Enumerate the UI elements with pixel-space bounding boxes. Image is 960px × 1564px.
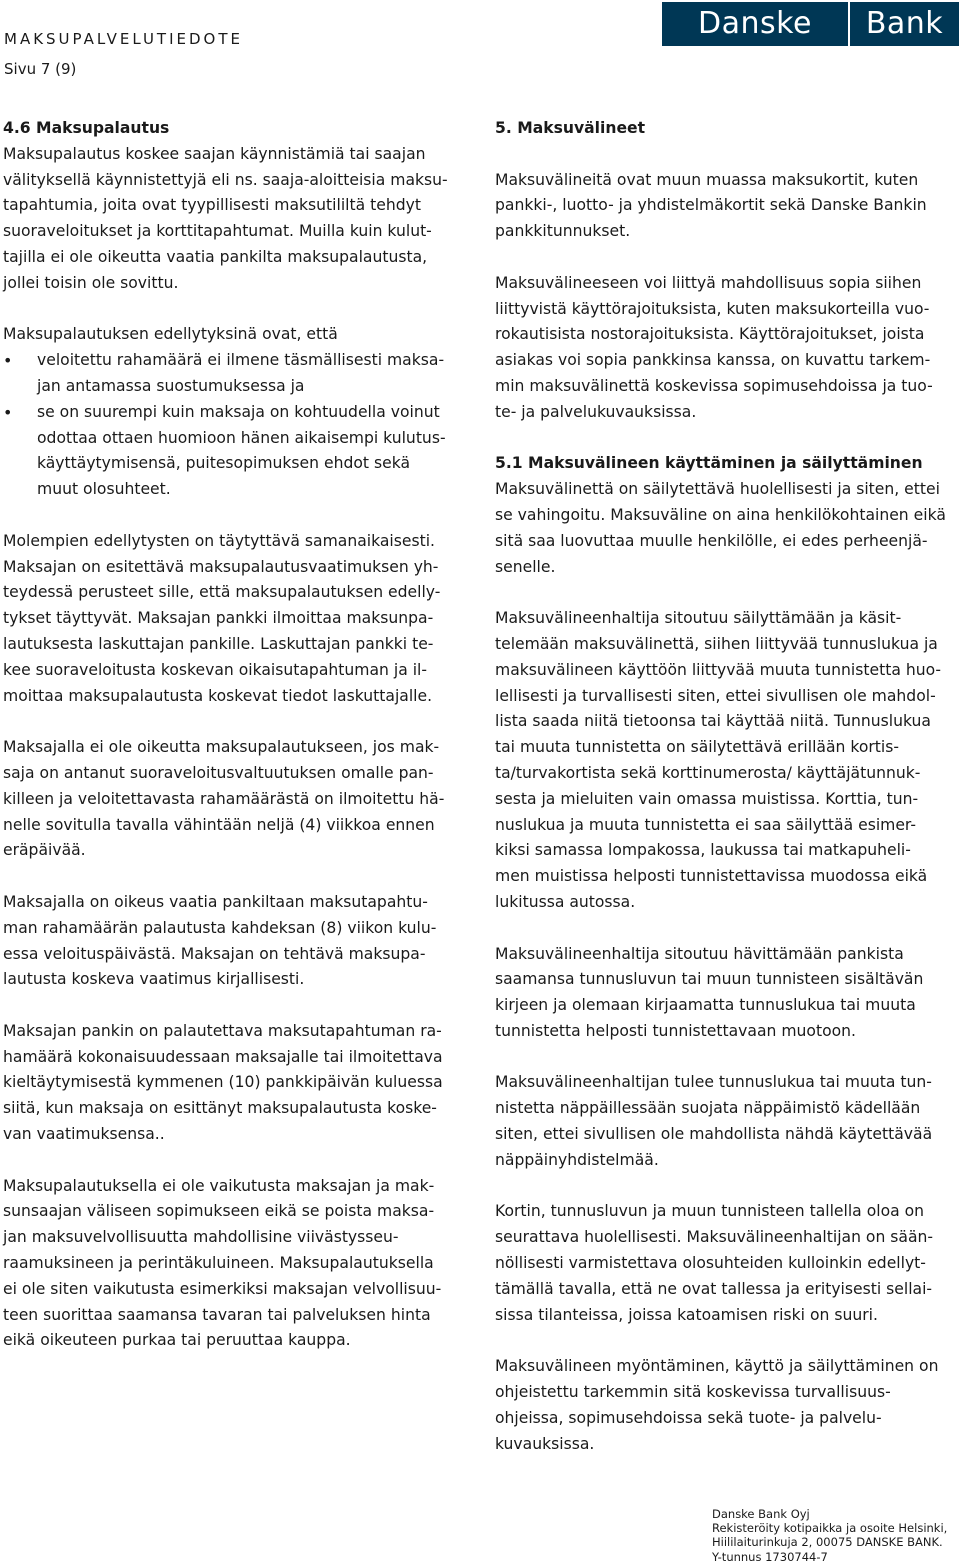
paragraph: Maksupalautus koskee saajan käynnistämiä tai saajan välityksellä käynnistettyjä eli ns. saaja-aloitteisia maksu- tapahtumia, joita ovat tyypillisesti maksutililtä tehdyt suoraveloitukset ja korttitapahtumat. Muilla kuin kulut- tajilla ei ole oikeutta vaatia pankilta maksupalautusta, jollei toisin ole sovittu.	[3, 144, 448, 292]
paragraph: Maksuvälineenhaltija sitoutuu säilyttämään ja käsit- telemään maksuvälinettä, siihen liittyvää tunnuslukua ja maksuvälineen käyttöön liittyvää muuta tunnistetta huo- lellisesti ja turvallisesti siten, ettei sivullisen ole mahdol- lista saada niitä tietoonsa tai käyttää niitä. Tunnuslukua tai muuta tunnistetta on säilytettävä erillään kortis- ta/turvakortista sekä korttinumerosta/ käyttäjätunnuk- sesta ja mieluiten vain omassa muistissa. Korttia, tun- nuslukua ja muuta tunnistetta ei saa säilyttää esimer- kiksi samassa lompakossa, laukussa tai matkapuheli- men muistissa helposti tunnistettavissa muodossa eikä lukitussa autossa.	[495, 609, 942, 911]
paragraph: Maksupalautuksen edellytyksinä ovat, että	[3, 325, 338, 344]
page-number: Sivu 7 (9)	[4, 60, 77, 78]
paragraph: Maksupalautuksella ei ole vaikutusta maksajan ja mak- sunsaajan väliseen sopimukseen eikä se poista maksa- jan maksuvelvollisuutta mahdollisine viivästysseu- raamuksineen ja perintäkuluineen. Maksupalautuksella ei ole siten vaikutusta esimerkiksi maksajan velvollisuu- teen suorittaa saamansa tavaran tai palveluksen hinta eikä oikeuteen purkaa tai peruuttaa kauppa.	[3, 1176, 442, 1350]
paragraph: Kortin, tunnusluvun ja muun tunnisteen tallella oloa on seurattava huolellisesti. Maksuvälineenhaltijan on sään- nöllisesti varmistettava olosuhteiden kulloinkin edellyt- tämällä tavalla, että ne ovat tallessa ja erityisesti sellai- sissa tilanteissa, joissa katoamisen riski on suuri.	[495, 1202, 934, 1324]
section-heading-5-1: 5.1 Maksuvälineen käyttäminen ja säilyttäminen	[495, 454, 923, 473]
paragraph: Maksuvälinettä on säilytettävä huolellisesti ja siten, ettei se vahingoitu. Maksuväline on aina henkilökohtainen eikä sitä saa luovuttaa muulle henkilölle, ei edes perheenjä- senelle.	[495, 480, 946, 576]
logo-danske: Danske	[662, 2, 848, 46]
paragraph: Molempien edellytysten on täytyttävä samanaikaisesti. Maksajan on esitettävä maksupalautusvaatimuksen yh- teydessä perusteet sille, että maksupalautuksen edelly- tykset täyttyvät. Maksajan pankki ilmoittaa maksunpa- lautuksesta laskuttajan pankille. Laskuttajan pankki te- kee suoraveloitusta koskevan oikaisutapahtuman ja il- moittaa maksupalautusta koskevat tiedot laskuttajalle.	[3, 531, 441, 705]
paragraph: Maksuvälineen myöntäminen, käyttö ja säilyttäminen on ohjeistettu tarkemmin sitä koskevissa turvallisuus- ohjeissa, sopimusehdoissa sekä tuote- ja palvelu- kuvauksissa.	[495, 1357, 939, 1453]
company-footer: Danske Bank Oyj Rekisteröity kotipaikka ja osoite Helsinki, Hiililaiturinkuja 2, 00075 DANSKE BANK. Y-tunnus 1730744-7	[712, 1507, 948, 1564]
section-heading-5: 5. Maksuvälineet	[495, 119, 646, 137]
paragraph: Maksajalla ei ole oikeutta maksupalautukseen, jos mak- saja on antanut suoraveloitusvaltuutuksen omalle pan- killeen ja veloitettavasta rahamäärästä on ilmoitettu hä- nelle sovitulla tavalla vähintään neljä (4) viikkoa ennen eräpäivää.	[3, 738, 445, 860]
paragraph: Maksuvälineitä ovat muun muassa maksukortit, kuten pankki-, luotto- ja yhdistelmäkortit sekä Danske Bankin pankkitunnukset.	[495, 170, 927, 241]
paragraph: Maksuvälineenhaltija sitoutuu hävittämään pankista saamansa tunnusluvun tai muun tunnisteen sisältävän kirjeen ja olemaan kirjaamatta tunnuslukua tai muuta tunnistetta helposti tunnistettavaan muotoon.	[495, 944, 924, 1040]
list-item: • veloitettu rahamäärä ei ilmene täsmällisesti maksa- jan antamassa suostumuksessa ja	[3, 348, 453, 400]
left-column	[3, 116, 453, 1380]
logo-bank: Bank	[850, 2, 959, 46]
list-item: • se on suurempi kuin maksaja on kohtuudella voinut odottaa ottaen huomioon hänen aikaisempi kulutus- käyttäytymisensä, puitesopimuksen ehdot sekä muut olosuhteet.	[3, 400, 453, 503]
bullet-list	[3, 348, 453, 503]
paragraph: Maksajan pankin on palautettava maksutapahtuman ra- hamäärä kokonaisuudessaan maksajalle tai ilmoitettava kieltäytymisestä kymmenen (10) pankkipäivän kuluessa siitä, kun maksaja on esittänyt maksupalautusta koske- van vaatimuksensa..	[3, 1021, 443, 1144]
right-column	[495, 116, 957, 1483]
danske-bank-logo	[662, 2, 959, 46]
paragraph: Maksuvälineenhaltijan tulee tunnuslukua tai muuta tun- nistetta näppäillessään suojata näppäimistö kädellään siten, ettei sivullisen ole mahdollista nähdä käytettävää näppäinyhdistelmää.	[495, 1073, 933, 1169]
section-heading-4-6: 4.6 Maksupalautus	[3, 119, 170, 137]
paragraph: Maksajalla on oikeus vaatia pankiltaan maksutapahtu- man rahamäärän palautusta kahdeksan (8) viikon kulu- essa veloituspäivästä. Maksajan on tehtävä maksupa- lautusta koskeva vaatimus kirjallisesti.	[3, 892, 437, 989]
paragraph: Maksuvälineeseen voi liittyä mahdollisuus sopia siihen liittyvistä käyttörajoituksista, kuten maksukorteilla vuo- rokautisista nostorajoituksista. Käyttörajoitukset, joista asiakas voi sopia pankkinsa kanssa, on kuvattu tarkem- min maksuvälinettä koskevissa sopimusehdoissa ja tuo- te- ja palvelukuvauksissa.	[495, 273, 933, 421]
document-title: MAKSUPALVELUTIEDOTE	[4, 30, 243, 48]
